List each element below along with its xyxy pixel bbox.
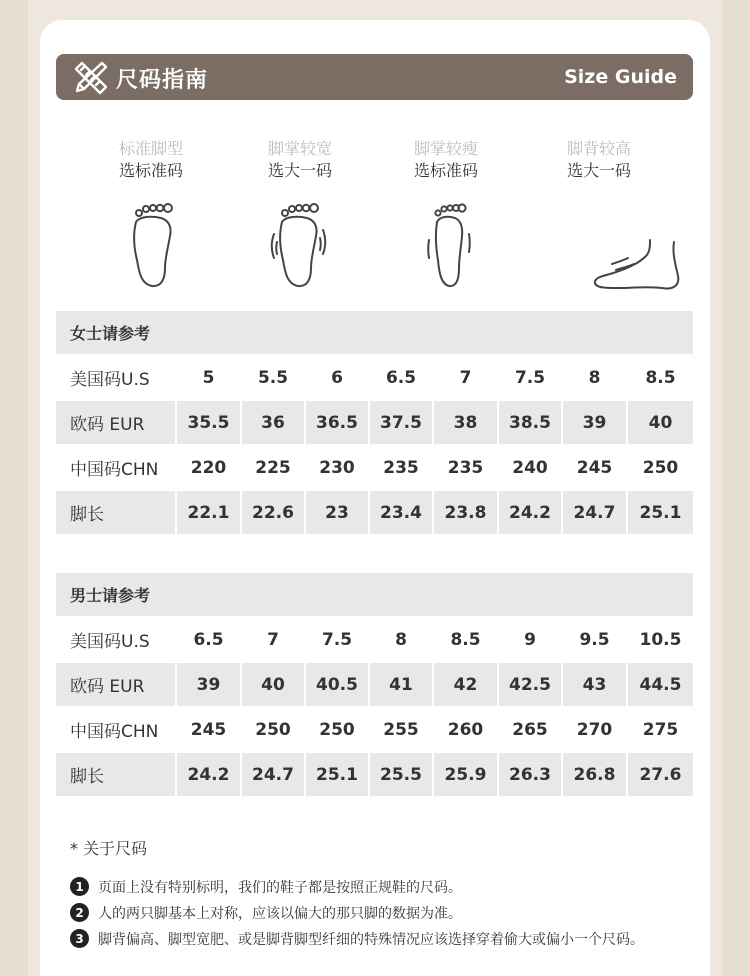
size-guide-banner xyxy=(56,54,693,100)
background-right-edge xyxy=(722,0,750,976)
wide-foot-icon xyxy=(268,200,330,292)
size-cell: 250 xyxy=(628,446,693,489)
men-table-header xyxy=(56,573,693,616)
size-cell: 43 xyxy=(563,663,626,706)
background-left-edge xyxy=(0,0,28,976)
men-header-label: 男士请参考 xyxy=(56,573,693,616)
foot-type-advice: 选大一码 xyxy=(566,161,631,180)
women-header-label: 女士请参考 xyxy=(56,311,693,354)
size-cell: 265 xyxy=(499,708,561,751)
table-row xyxy=(56,663,693,706)
size-cell: 6.5 xyxy=(177,618,240,661)
high-instep-foot-icon xyxy=(592,234,684,294)
note-item xyxy=(70,928,700,950)
size-guide-card xyxy=(40,20,710,976)
size-cell: 9 xyxy=(499,618,561,661)
row-label: 欧码 EUR xyxy=(56,663,175,706)
size-cell: 8 xyxy=(563,356,626,399)
size-cell: 220 xyxy=(177,446,240,489)
size-cell: 7 xyxy=(434,356,497,399)
size-cell: 40 xyxy=(242,663,304,706)
note-number: 1 xyxy=(70,877,89,896)
row-label: 美国码U.S xyxy=(56,356,175,399)
size-cell: 245 xyxy=(177,708,240,751)
size-cell: 24.2 xyxy=(499,491,561,534)
row-label: 中国码CHN xyxy=(56,708,175,751)
size-cell: 23.8 xyxy=(434,491,497,534)
size-cell: 39 xyxy=(563,401,626,444)
size-cell: 23.4 xyxy=(370,491,432,534)
size-cell: 8.5 xyxy=(628,356,693,399)
note-item xyxy=(70,876,700,898)
size-cell: 36.5 xyxy=(306,401,368,444)
size-cell: 5 xyxy=(177,356,240,399)
size-cell: 260 xyxy=(434,708,497,751)
size-cell: 225 xyxy=(242,446,304,489)
size-cell: 5.5 xyxy=(242,356,304,399)
note-item xyxy=(70,902,700,924)
size-cell: 39 xyxy=(177,663,240,706)
women-table-header xyxy=(56,311,693,354)
size-cell: 37.5 xyxy=(370,401,432,444)
size-cell: 6 xyxy=(306,356,368,399)
narrow-foot-icon xyxy=(423,200,475,292)
size-cell: 42 xyxy=(434,663,497,706)
note-number: 3 xyxy=(70,929,89,948)
table-row xyxy=(56,753,693,796)
size-cell: 25.5 xyxy=(370,753,432,796)
table-row xyxy=(56,491,693,534)
size-cell: 6.5 xyxy=(370,356,432,399)
foot-type-wide xyxy=(240,138,360,182)
foot-type-advice: 选标准码 xyxy=(118,161,183,180)
note-text: 人的两只脚基本上对称，应该以偏大的那只脚的数据为准。 xyxy=(98,906,462,922)
table-row xyxy=(56,401,693,444)
size-cell: 7 xyxy=(242,618,304,661)
size-cell: 250 xyxy=(242,708,304,751)
size-cell: 40 xyxy=(628,401,693,444)
foot-type-standard xyxy=(91,138,211,182)
size-cell: 38 xyxy=(434,401,497,444)
size-cell: 9.5 xyxy=(563,618,626,661)
size-cell: 245 xyxy=(563,446,626,489)
notes-title: * 关于尺码 xyxy=(70,839,148,858)
banner-title-en: Size Guide xyxy=(564,66,677,88)
row-label: 中国码CHN xyxy=(56,446,175,489)
row-label: 脚长 xyxy=(56,491,175,534)
size-cell: 250 xyxy=(306,708,368,751)
foot-type-description: 脚背较高 xyxy=(566,139,631,158)
size-cell: 255 xyxy=(370,708,432,751)
foot-type-advice: 选标准码 xyxy=(413,161,478,180)
foot-type-high-instep xyxy=(539,138,659,182)
size-cell: 8.5 xyxy=(434,618,497,661)
foot-type-narrow xyxy=(386,138,506,182)
size-cell: 24.2 xyxy=(177,753,240,796)
table-row xyxy=(56,446,693,489)
size-cell: 38.5 xyxy=(499,401,561,444)
row-label: 欧码 EUR xyxy=(56,401,175,444)
size-cell: 44.5 xyxy=(628,663,693,706)
table-row xyxy=(56,708,693,751)
note-text: 脚背偏高、脚型宽肥、或是脚背脚型纤细的特殊情况应该选择穿着偷大或偏小一个尺码。 xyxy=(98,932,644,948)
size-cell: 275 xyxy=(628,708,693,751)
size-cell: 22.6 xyxy=(242,491,304,534)
size-cell: 240 xyxy=(499,446,561,489)
note-text: 页面上没有特别标明，我们的鞋子都是按照正规鞋的尺码。 xyxy=(98,880,462,896)
size-cell: 25.1 xyxy=(306,753,368,796)
table-row xyxy=(56,356,693,399)
foot-type-description: 脚掌较宽 xyxy=(267,139,332,158)
size-cell: 23 xyxy=(306,491,368,534)
size-cell: 24.7 xyxy=(563,491,626,534)
note-number: 2 xyxy=(70,903,89,922)
row-label: 脚长 xyxy=(56,753,175,796)
size-cell: 7.5 xyxy=(306,618,368,661)
size-cell: 35.5 xyxy=(177,401,240,444)
size-cell: 25.9 xyxy=(434,753,497,796)
size-cell: 230 xyxy=(306,446,368,489)
size-cell: 40.5 xyxy=(306,663,368,706)
size-cell: 24.7 xyxy=(242,753,304,796)
size-cell: 36 xyxy=(242,401,304,444)
table-row xyxy=(56,618,693,661)
size-cell: 26.3 xyxy=(499,753,561,796)
size-cell: 7.5 xyxy=(499,356,561,399)
foot-type-description: 脚掌较瘦 xyxy=(413,139,478,158)
size-cell: 41 xyxy=(370,663,432,706)
ruler-pencil-icon xyxy=(72,59,110,95)
size-cell: 235 xyxy=(434,446,497,489)
foot-type-advice: 选大一码 xyxy=(267,161,332,180)
size-cell: 10.5 xyxy=(628,618,693,661)
size-cell: 8 xyxy=(370,618,432,661)
row-label: 美国码U.S xyxy=(56,618,175,661)
size-cell: 26.8 xyxy=(563,753,626,796)
banner-title: 尺码指南 xyxy=(116,68,209,93)
size-cell: 235 xyxy=(370,446,432,489)
size-cell: 25.1 xyxy=(628,491,693,534)
foot-type-description: 标准脚型 xyxy=(118,139,183,158)
standard-foot-icon xyxy=(128,200,178,292)
size-cell: 270 xyxy=(563,708,626,751)
size-cell: 42.5 xyxy=(499,663,561,706)
size-cell: 22.1 xyxy=(177,491,240,534)
size-cell: 27.6 xyxy=(628,753,693,796)
